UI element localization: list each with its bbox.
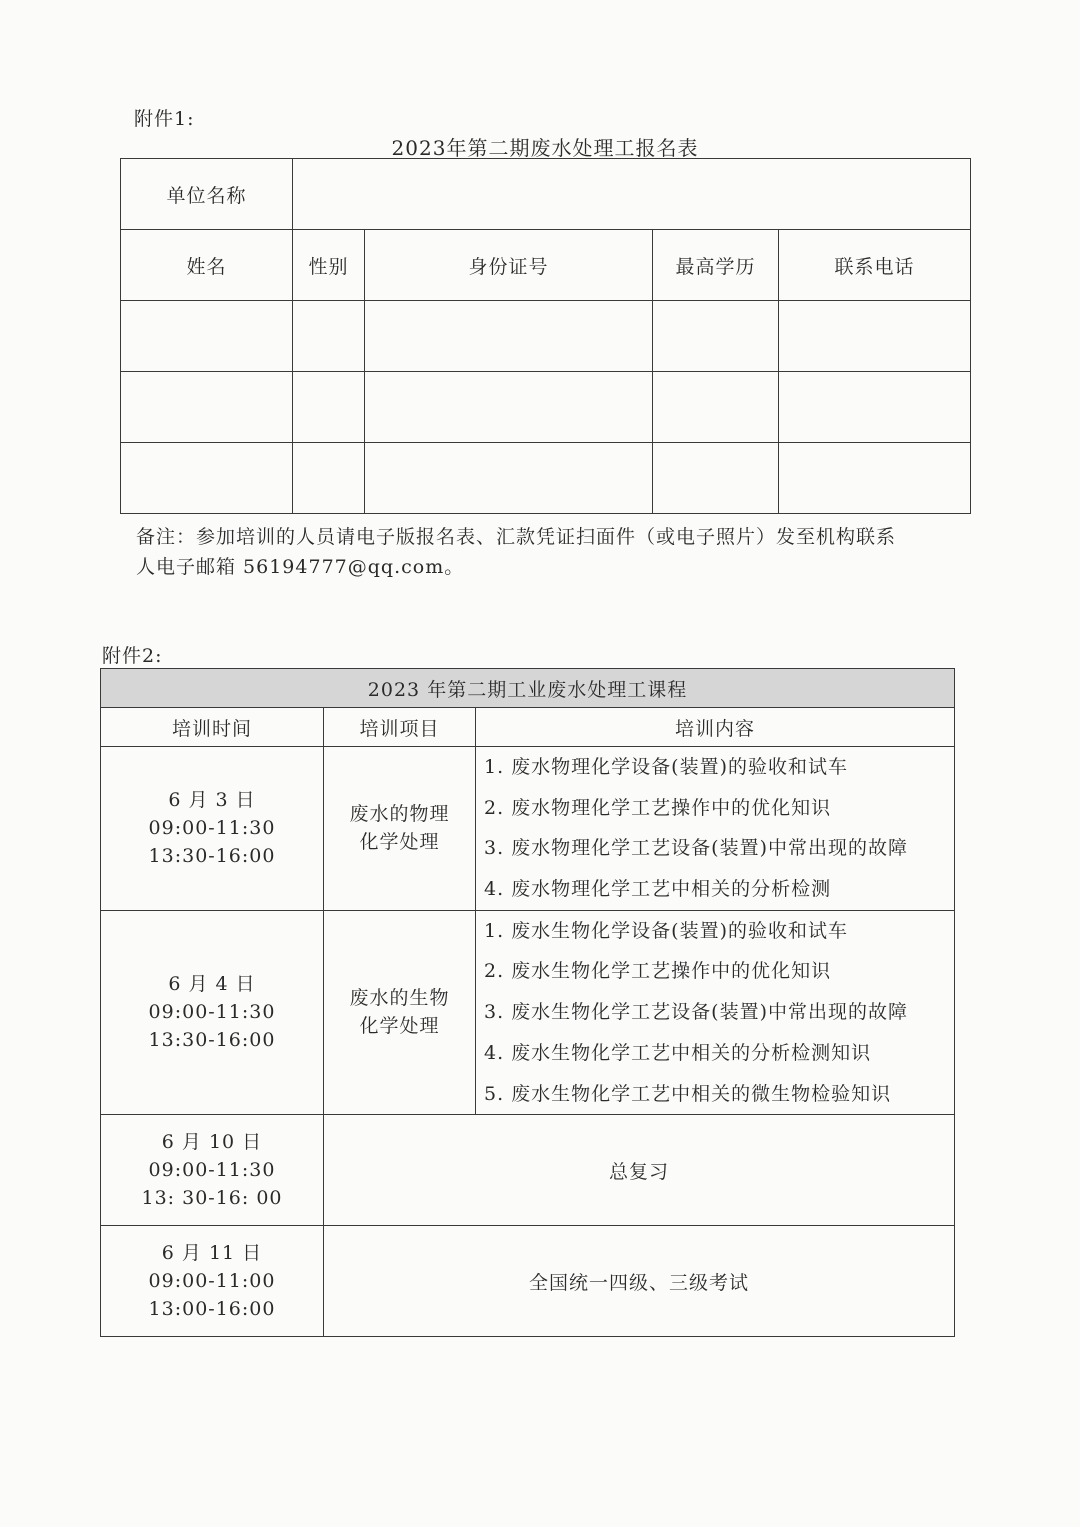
session-time-morning: 09:00-11:30 [148,1159,276,1182]
registration-form-title: 2023年第二期废水处理工报名表 [391,136,699,160]
session-time-morning: 09:00-11:30 [148,817,276,840]
content-item: 4. 废水物理化学工艺中相关的分析检测 [484,878,832,901]
content-item: 3. 废水物理化学工艺设备(装置)中常出现的故障 [484,837,908,860]
project-line: 废水的物理 [349,803,450,826]
session-time-cell [101,910,324,1114]
content-item: 2. 废水物理化学工艺操作中的优化知识 [484,796,832,819]
project-line: 化学处理 [359,1015,440,1038]
session-merged-cell: 全国统一四级、三级考试 [324,1226,955,1337]
session-row [101,1115,955,1226]
session-time-afternoon: 13:30-16:00 [148,845,276,868]
unit-name-field[interactable] [293,159,971,230]
course-table-title: 2023 年第二期工业废水处理工课程 [101,669,955,708]
gender-cell[interactable] [293,301,365,372]
phone-cell[interactable] [779,372,971,443]
table-row [121,443,971,514]
gender-cell[interactable] [293,372,365,443]
header-training-content: 培训内容 [476,708,955,747]
name-cell[interactable] [121,443,293,514]
id-number-cell[interactable] [365,443,653,514]
header-training-time: 培训时间 [101,708,324,747]
education-cell[interactable] [653,372,779,443]
note-line-2: 人电子邮箱 56194777@qq.com。 [136,556,465,578]
session-time-cell [101,1226,324,1337]
session-project-cell [324,747,476,911]
attachment1-label: 附件1: [134,108,195,130]
content-item: 2. 废水生物化学工艺操作中的优化知识 [484,960,832,983]
session-content-cell [476,910,955,1114]
unit-name-row [121,159,971,230]
project-line: 废水的生物 [349,987,450,1010]
id-number-cell[interactable] [365,301,653,372]
phone-cell[interactable] [779,443,971,514]
session-date: 6 月 4 日 [168,973,256,996]
header-gender: 性别 [293,230,365,301]
header-id-number: 身份证号 [365,230,653,301]
project-line: 化学处理 [359,831,440,854]
attachment2-label: 附件2: [102,645,163,667]
header-training-project: 培训项目 [324,708,476,747]
name-cell[interactable] [121,301,293,372]
phone-cell[interactable] [779,301,971,372]
registration-note [136,522,896,582]
header-education: 最高学历 [653,230,779,301]
course-table [100,668,955,1337]
registration-header-row [121,230,971,301]
content-item: 5. 废水生物化学工艺中相关的微生物检验知识 [484,1082,892,1105]
session-time-cell [101,747,324,911]
session-time-morning: 09:00-11:30 [148,1001,276,1024]
education-cell[interactable] [653,443,779,514]
session-time-afternoon: 13:00-16:00 [148,1298,276,1321]
education-cell[interactable] [653,301,779,372]
course-header-row [101,708,955,747]
session-time-afternoon: 13:30-16:00 [148,1029,276,1052]
table-row [121,372,971,443]
session-date: 6 月 10 日 [161,1131,263,1154]
session-time-morning: 09:00-11:00 [148,1270,276,1293]
course-title-row [101,669,955,708]
content-item: 1. 废水物理化学设备(装置)的验收和试车 [484,756,848,778]
unit-name-label: 单位名称 [121,159,293,230]
session-content-cell [476,747,955,911]
session-merged-cell: 总复习 [324,1115,955,1226]
registration-table [120,158,971,514]
content-item: 1. 废水生物化学设备(装置)的验收和试车 [484,919,848,942]
session-row [101,1226,955,1337]
header-name: 姓名 [121,230,293,301]
header-phone: 联系电话 [779,230,971,301]
table-row [121,301,971,372]
session-date: 6 月 11 日 [161,1242,263,1265]
note-line-1: 备注：参加培训的人员请电子版报名表、汇款凭证扫面件（或电子照片）发至机构联系 [136,526,897,548]
gender-cell[interactable] [293,443,365,514]
session-project-cell [324,910,476,1114]
content-item: 3. 废水生物化学工艺设备(装置)中常出现的故障 [484,1001,908,1024]
name-cell[interactable] [121,372,293,443]
id-number-cell[interactable] [365,372,653,443]
content-item: 4. 废水生物化学工艺中相关的分析检测知识 [484,1041,872,1064]
session-row [101,910,955,1114]
session-row [101,747,955,911]
session-time-cell [101,1115,324,1226]
session-time-afternoon: 13: 30-16: 00 [141,1187,283,1210]
session-date: 6 月 3 日 [168,789,256,812]
